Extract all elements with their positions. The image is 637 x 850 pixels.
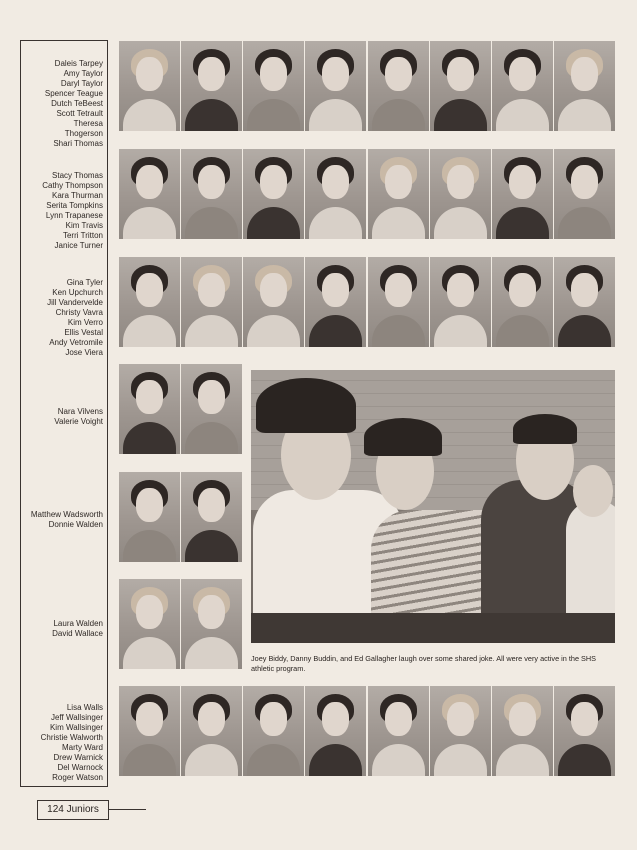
portrait-body bbox=[123, 99, 176, 131]
portrait-body bbox=[185, 207, 238, 239]
name-group-4 bbox=[54, 407, 103, 427]
student-name: Ken Upchurch bbox=[52, 288, 103, 297]
student-portrait bbox=[181, 257, 242, 347]
student-portrait bbox=[430, 686, 491, 776]
name-group-2 bbox=[42, 171, 103, 251]
student-portrait bbox=[554, 149, 615, 239]
portrait-face bbox=[447, 165, 474, 199]
name-sidebar bbox=[20, 40, 108, 787]
portrait-face bbox=[136, 595, 163, 629]
student-portrait bbox=[305, 149, 366, 239]
student-portrait bbox=[492, 41, 553, 131]
portrait-body bbox=[123, 744, 176, 776]
student-portrait bbox=[492, 257, 553, 347]
name-group-7 bbox=[41, 703, 103, 783]
student-name: Serita Tompkins bbox=[46, 201, 103, 210]
portrait-face bbox=[509, 165, 536, 199]
portrait-body bbox=[372, 744, 425, 776]
student-portrait bbox=[368, 41, 429, 131]
student-name: Spencer Teague bbox=[44, 89, 103, 98]
student-portrait bbox=[243, 257, 304, 347]
student-portrait bbox=[554, 686, 615, 776]
portrait-body bbox=[309, 744, 362, 776]
portrait-body bbox=[558, 207, 611, 239]
name-group-3 bbox=[47, 278, 103, 358]
student-name: Donnie Walden bbox=[48, 520, 103, 529]
student-portrait bbox=[243, 686, 304, 776]
portrait-face bbox=[136, 702, 163, 736]
portrait-face bbox=[198, 380, 225, 414]
portrait-face bbox=[198, 595, 225, 629]
student-name: Thogerson bbox=[64, 129, 103, 138]
student-portrait bbox=[368, 257, 429, 347]
portrait-face bbox=[509, 702, 536, 736]
student-name: Kara Thurman bbox=[52, 191, 103, 200]
portrait-body bbox=[309, 99, 362, 131]
portrait-body bbox=[247, 99, 300, 131]
portrait-face bbox=[136, 57, 163, 91]
portrait-face bbox=[322, 57, 349, 91]
portrait-body bbox=[434, 99, 487, 131]
student-portrait bbox=[119, 686, 180, 776]
student-portrait bbox=[305, 41, 366, 131]
portrait-body bbox=[496, 315, 549, 347]
portrait-face bbox=[260, 702, 287, 736]
student-portrait bbox=[119, 149, 180, 239]
student-name: Nara Vilvens bbox=[57, 407, 103, 416]
student-name: Jeff Wallsinger bbox=[50, 713, 103, 722]
portrait-body bbox=[558, 744, 611, 776]
photo-cap-left bbox=[256, 378, 356, 433]
portrait-face bbox=[571, 165, 598, 199]
student-name: Terri Tritton bbox=[62, 231, 103, 240]
portrait-body bbox=[434, 207, 487, 239]
portrait-face bbox=[136, 380, 163, 414]
portrait-face bbox=[136, 165, 163, 199]
photo-desk bbox=[251, 613, 615, 643]
student-portrait bbox=[492, 149, 553, 239]
portrait-face bbox=[571, 273, 598, 307]
portrait-face bbox=[322, 273, 349, 307]
student-portrait bbox=[181, 579, 242, 669]
student-portrait bbox=[181, 686, 242, 776]
name-group-6 bbox=[52, 619, 103, 639]
portrait-face bbox=[447, 57, 474, 91]
portrait-body bbox=[185, 422, 238, 454]
portrait-face bbox=[260, 273, 287, 307]
student-name: Andy Vetromile bbox=[49, 338, 103, 347]
student-portrait bbox=[181, 149, 242, 239]
portrait-face bbox=[385, 165, 412, 199]
student-name: Marty Ward bbox=[61, 743, 103, 752]
student-name: Kim Wallsinger bbox=[49, 723, 103, 732]
name-group-5 bbox=[31, 510, 103, 530]
photo-caption: Joey Biddy, Danny Buddin, and Ed Gallagher laugh over some shared joke. All were very active in the SHS athletic program. bbox=[251, 654, 597, 673]
portrait-body bbox=[309, 315, 362, 347]
student-name: Scott Tetrault bbox=[56, 109, 103, 118]
portrait-face bbox=[198, 57, 225, 91]
portrait-body bbox=[496, 207, 549, 239]
portrait-face bbox=[260, 57, 287, 91]
portrait-face bbox=[198, 273, 225, 307]
portrait-face bbox=[571, 57, 598, 91]
portrait-body bbox=[247, 744, 300, 776]
portrait-face bbox=[198, 165, 225, 199]
portrait-body bbox=[434, 315, 487, 347]
student-portrait bbox=[119, 364, 180, 454]
student-portrait bbox=[181, 364, 242, 454]
portrait-body bbox=[185, 315, 238, 347]
portrait-face bbox=[509, 273, 536, 307]
student-name: Kim Travis bbox=[65, 221, 103, 230]
portrait-face bbox=[385, 57, 412, 91]
portrait-face bbox=[136, 488, 163, 522]
page-number-label: 124 Juniors bbox=[37, 800, 109, 820]
portrait-body bbox=[372, 207, 425, 239]
portrait-body bbox=[123, 530, 176, 562]
student-name: Roger Watson bbox=[52, 773, 103, 782]
portrait-face bbox=[447, 273, 474, 307]
student-name: Shari Thomas bbox=[53, 139, 103, 148]
portrait-body bbox=[123, 422, 176, 454]
student-name: Gina Tyler bbox=[66, 278, 103, 287]
portrait-face bbox=[509, 57, 536, 91]
student-name: Christy Vavra bbox=[55, 308, 103, 317]
student-name: Amy Taylor bbox=[63, 69, 103, 78]
student-portrait bbox=[430, 41, 491, 131]
student-portrait bbox=[119, 579, 180, 669]
portrait-face bbox=[385, 702, 412, 736]
portrait-face bbox=[322, 702, 349, 736]
student-portrait bbox=[243, 41, 304, 131]
portrait-body bbox=[185, 530, 238, 562]
student-name: Ellis Vestal bbox=[64, 328, 103, 337]
portrait-face bbox=[447, 702, 474, 736]
student-name: David Wallace bbox=[52, 629, 103, 638]
student-name: Laura Walden bbox=[53, 619, 103, 628]
student-portrait bbox=[119, 257, 180, 347]
student-portrait bbox=[243, 149, 304, 239]
student-portrait bbox=[119, 41, 180, 131]
portrait-body bbox=[496, 99, 549, 131]
portrait-body bbox=[185, 744, 238, 776]
portrait-body bbox=[185, 637, 238, 669]
student-name: Jill Vandervelde bbox=[47, 298, 103, 307]
student-name: Valerie Voight bbox=[54, 417, 103, 426]
student-portrait bbox=[305, 257, 366, 347]
student-name: Matthew Wadsworth bbox=[30, 510, 103, 519]
portrait-body bbox=[558, 99, 611, 131]
student-portrait bbox=[368, 686, 429, 776]
footer-rule bbox=[108, 809, 146, 810]
portrait-body bbox=[247, 207, 300, 239]
candid-photo bbox=[251, 370, 615, 643]
student-portrait bbox=[430, 257, 491, 347]
portrait-face bbox=[198, 702, 225, 736]
portrait-face bbox=[198, 488, 225, 522]
student-name: Lynn Trapanese bbox=[45, 211, 103, 220]
student-name: Kim Verro bbox=[67, 318, 103, 327]
portrait-face bbox=[385, 273, 412, 307]
portrait-body bbox=[309, 207, 362, 239]
portrait-body bbox=[434, 744, 487, 776]
photo-cap-center bbox=[364, 418, 442, 456]
portrait-face bbox=[260, 165, 287, 199]
portrait-body bbox=[496, 744, 549, 776]
student-name: Dutch TeBeest bbox=[51, 99, 103, 108]
portrait-body bbox=[185, 99, 238, 131]
student-name: Lisa Walls bbox=[66, 703, 103, 712]
student-portrait bbox=[181, 472, 242, 562]
photo-head-far-right bbox=[573, 465, 613, 517]
portrait-body bbox=[372, 99, 425, 131]
student-name: Theresa bbox=[73, 119, 103, 128]
student-name: Cathy Thompson bbox=[42, 181, 103, 190]
portrait-body bbox=[123, 315, 176, 347]
student-name: Stacy Thomas bbox=[52, 171, 103, 180]
student-name: Drew Warnick bbox=[53, 753, 103, 762]
student-name: Jose Viera bbox=[65, 348, 103, 357]
student-name: Daleis Tarpey bbox=[54, 59, 103, 68]
student-portrait bbox=[181, 41, 242, 131]
student-portrait bbox=[430, 149, 491, 239]
student-portrait bbox=[554, 41, 615, 131]
name-group-1 bbox=[45, 59, 103, 149]
photo-person-far-right bbox=[566, 500, 615, 620]
portrait-body bbox=[372, 315, 425, 347]
portrait-body bbox=[123, 207, 176, 239]
student-portrait bbox=[368, 149, 429, 239]
portrait-body bbox=[247, 315, 300, 347]
portrait-face bbox=[571, 702, 598, 736]
portrait-face bbox=[322, 165, 349, 199]
student-portrait bbox=[554, 257, 615, 347]
student-name: Del Warnock bbox=[57, 763, 103, 772]
portrait-body bbox=[123, 637, 176, 669]
student-portrait bbox=[492, 686, 553, 776]
student-name: Janice Turner bbox=[54, 241, 103, 250]
portrait-face bbox=[136, 273, 163, 307]
student-portrait bbox=[305, 686, 366, 776]
portrait-body bbox=[558, 315, 611, 347]
photo-hair-right bbox=[513, 414, 577, 444]
student-portrait bbox=[119, 472, 180, 562]
student-name: Daryl Taylor bbox=[60, 79, 103, 88]
student-name: Christie Walworth bbox=[40, 733, 103, 742]
